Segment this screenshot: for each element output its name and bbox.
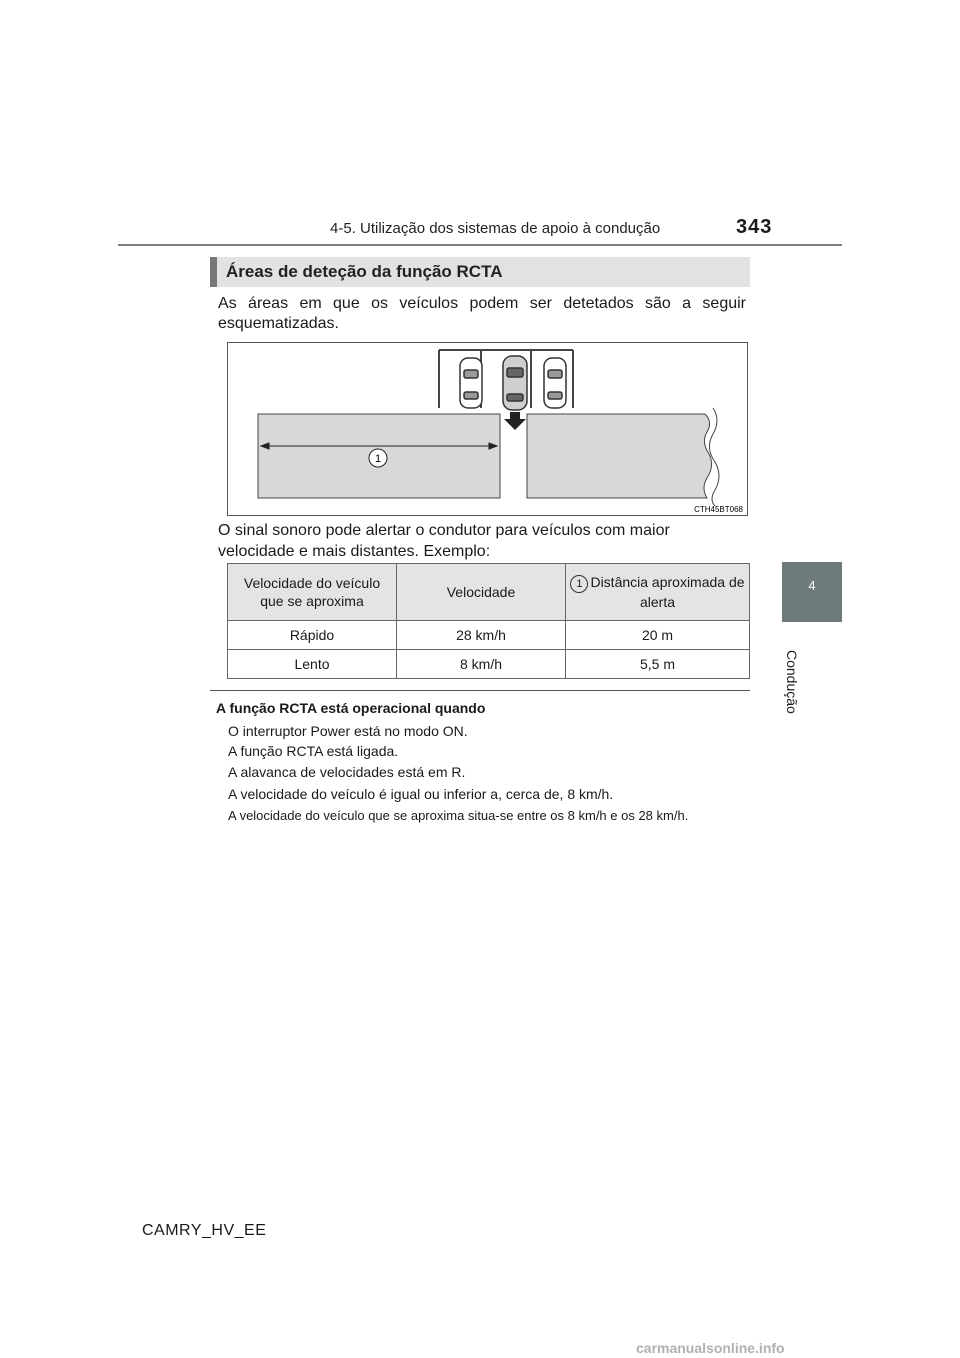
car-left-icon [460,358,482,408]
section-divider [210,690,750,691]
table-row [228,650,750,679]
callout-1: 1 [374,453,382,465]
alert-distance-table [227,563,750,679]
operational-heading: A função RCTA está operacional quando [216,700,486,716]
cell-speed: 8 km/h [397,650,566,679]
header-rule [118,244,842,246]
section-heading [210,257,750,287]
header-title: 4-5. Utilização dos sistemas de apoio à condução [330,220,661,237]
callout-1-marker: 1 [570,575,588,593]
chapter-number: 4 [808,578,816,593]
header-speed: Velocidade [397,564,566,621]
car-own-icon [503,356,527,410]
condition-item: A função RCTA está ligada. [228,743,399,759]
page-number: 343 [736,216,773,238]
cell-distance: 5,5 m [566,650,750,679]
header-alert-distance [566,564,750,621]
condition-item: A alavanca de velocidades está em R. [228,764,466,780]
condition-item: A velocidade do veículo é igual ou inferior a, cerca de, 8 km/h. [228,786,614,802]
intro-paragraph: As áreas em que os veículos podem ser detetados são a seguir esquematizadas. [218,295,746,332]
table-row [228,621,750,650]
cell-type: Rápido [228,621,397,650]
footer-code: CAMRY_HV_EE [142,1222,267,1239]
section-heading-text: Áreas de deteção da função RCTA [226,262,503,281]
detection-area-figure [227,342,748,516]
watermark: carmanualsonline.info [636,1340,785,1356]
heading-bar [210,257,217,287]
chapter-label [770,650,830,770]
figure-code: CTH45BT068 [694,505,743,514]
sound-note: O sinal sonoro pode alertar o condutor para veículos com maior velocidade e mais distantes. Exemplo: [218,522,670,560]
cell-speed: 28 km/h [397,621,566,650]
chapter-label-text: Condução [784,650,800,714]
condition-item: O interruptor Power está no modo ON. [228,723,468,739]
condition-item: A velocidade do veículo que se aproxima situa-se entre os 8 km/h e os 28 km/h. [228,808,689,823]
cell-distance: 20 m [566,621,750,650]
cell-type: Lento [228,650,397,679]
table-header-row [228,564,750,621]
header-approach-speed: Velocidade do veículo que se aproxima [228,564,397,621]
header-alert-distance-text: Distância aproximada de alerta [590,574,745,610]
detection-area-right [527,414,712,498]
car-right-icon [544,358,566,408]
